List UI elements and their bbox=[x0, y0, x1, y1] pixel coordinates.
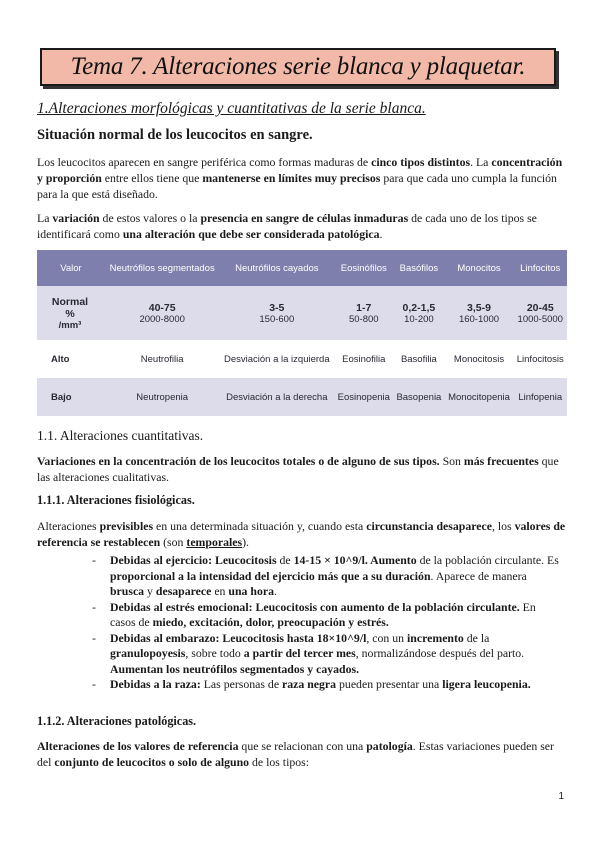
table-cell: Basofilia bbox=[393, 340, 444, 378]
table-header: Basófilos bbox=[393, 250, 444, 286]
list-item: - Debidas a la raza: Las personas de raza negra pueden presentar una ligera leucopenia. bbox=[92, 677, 531, 691]
table-cell: Neutropenia bbox=[105, 378, 219, 416]
row-label-normal: Normal % /mm³ bbox=[37, 286, 105, 340]
section-heading-1: 1.Alteraciones morfológicas y cuantitativas de la serie blanca. bbox=[37, 100, 426, 117]
table-cell: Monocitopenia bbox=[445, 378, 514, 416]
table-cell: Desviación a la izquierda bbox=[219, 340, 334, 378]
table-cell: Eosinofilia bbox=[334, 340, 393, 378]
section-heading-1-1-2: 1.1.2. Alteraciones patológicas. bbox=[37, 714, 197, 728]
table-header: Neutrófilos cayados bbox=[219, 250, 334, 286]
row-label-alto: Alto bbox=[37, 340, 105, 378]
paragraph-physiological: Alteraciones previsibles en una determinada situación y, cuando esta circunstancia desaparece, los valores de referencia se restablecen (son temporales). bbox=[37, 519, 566, 549]
table-row-bajo bbox=[37, 378, 567, 416]
list-item: - Debidas al embarazo: Leucocitosis hasta 18×10^9/l, con un incremento de la granulopoyesis, sobre todo a partir del tercer mes, normalizándose después del parto. Aumentan los neutrófilos segmentados y cayados. bbox=[92, 630, 525, 676]
paragraph-pathological: Alteraciones de los valores de referencia que se relacionan con una patología. Estas variaciones pueden ser del conjunto de leucocitos o solo de alguno de los tipos: bbox=[37, 739, 554, 769]
table-header: Linfocitos bbox=[514, 250, 568, 286]
subheading-normal: Situación normal de los leucocitos en sangre. bbox=[37, 127, 313, 143]
table-row-alto bbox=[37, 340, 567, 378]
table-cell: Linfocitosis bbox=[514, 340, 568, 378]
table-cell: 40-75 2000-8000 bbox=[105, 286, 219, 340]
table-header: Neutrófilos segmentados bbox=[105, 250, 219, 286]
table-cell: 3,5-9 160-1000 bbox=[445, 286, 514, 340]
table-cell: 20-45 1000-5000 bbox=[514, 286, 568, 340]
table-cell: Basopenia bbox=[393, 378, 444, 416]
list-item: - Debidas al estrés emocional: Leucocitosis con aumento de la población circulante. En casos de miedo, excitación, dolor, preocupación y estrés. bbox=[92, 599, 536, 629]
table-cell: Linfopenia bbox=[514, 378, 568, 416]
physiological-causes-list bbox=[92, 553, 562, 693]
page-number: 1 bbox=[558, 791, 564, 802]
table-cell: 0,2-1,5 10-200 bbox=[393, 286, 444, 340]
paragraph-quantitative: Variaciones en la concentración de los leucocitos totales o de alguno de sus tipos. Son más frecuentes que las alteraciones cualitativas. bbox=[37, 454, 559, 484]
table-header: Valor bbox=[37, 250, 105, 286]
table-cell: Desviación a la derecha bbox=[219, 378, 334, 416]
table-row-normal bbox=[37, 286, 567, 340]
table-header-row bbox=[37, 250, 567, 286]
section-heading-1-1: 1.1. Alteraciones cuantitativas. bbox=[37, 428, 204, 443]
paragraph-intro: Los leucocitos aparecen en sangre periférica como formas maduras de cinco tipos distintos. La concentración y proporción entre ellos tiene que mantenerse en límites muy precisos para que cada uno cumpla la función para la que está diseñado. bbox=[37, 155, 563, 201]
paragraph-variation: La variación de estos valores o la presencia en sangre de células inmaduras de cada uno de los tipos se identificará como una alteración que debe ser considerada patológica. bbox=[37, 211, 537, 241]
title-banner bbox=[40, 48, 556, 86]
table-cell: Eosinopenia bbox=[334, 378, 393, 416]
table-cell: Monocitosis bbox=[445, 340, 514, 378]
section-heading-1-1-1: 1.1.1. Alteraciones fisiológicas. bbox=[37, 493, 195, 507]
list-item: - Debidas al ejercicio: Leucocitosis de 14-15 × 10^9/l. Aumento de la población circulante. Es proporcional a la intensidad del ejercicio más que a su duración. Aparece de manera brusca y desaparece en una hora. bbox=[92, 553, 559, 598]
table-cell: Neutrofilia bbox=[105, 340, 219, 378]
row-label-bajo: Bajo bbox=[37, 378, 105, 416]
table-cell: 3-5 150-600 bbox=[219, 286, 334, 340]
table-header: Monocitos bbox=[445, 250, 514, 286]
leukocyte-table bbox=[37, 250, 567, 416]
table-header: Eosinófilos bbox=[334, 250, 393, 286]
table-cell: 1-7 50-800 bbox=[334, 286, 393, 340]
page-title: Tema 7. Alteraciones serie blanca y plaquetar. bbox=[70, 53, 526, 80]
